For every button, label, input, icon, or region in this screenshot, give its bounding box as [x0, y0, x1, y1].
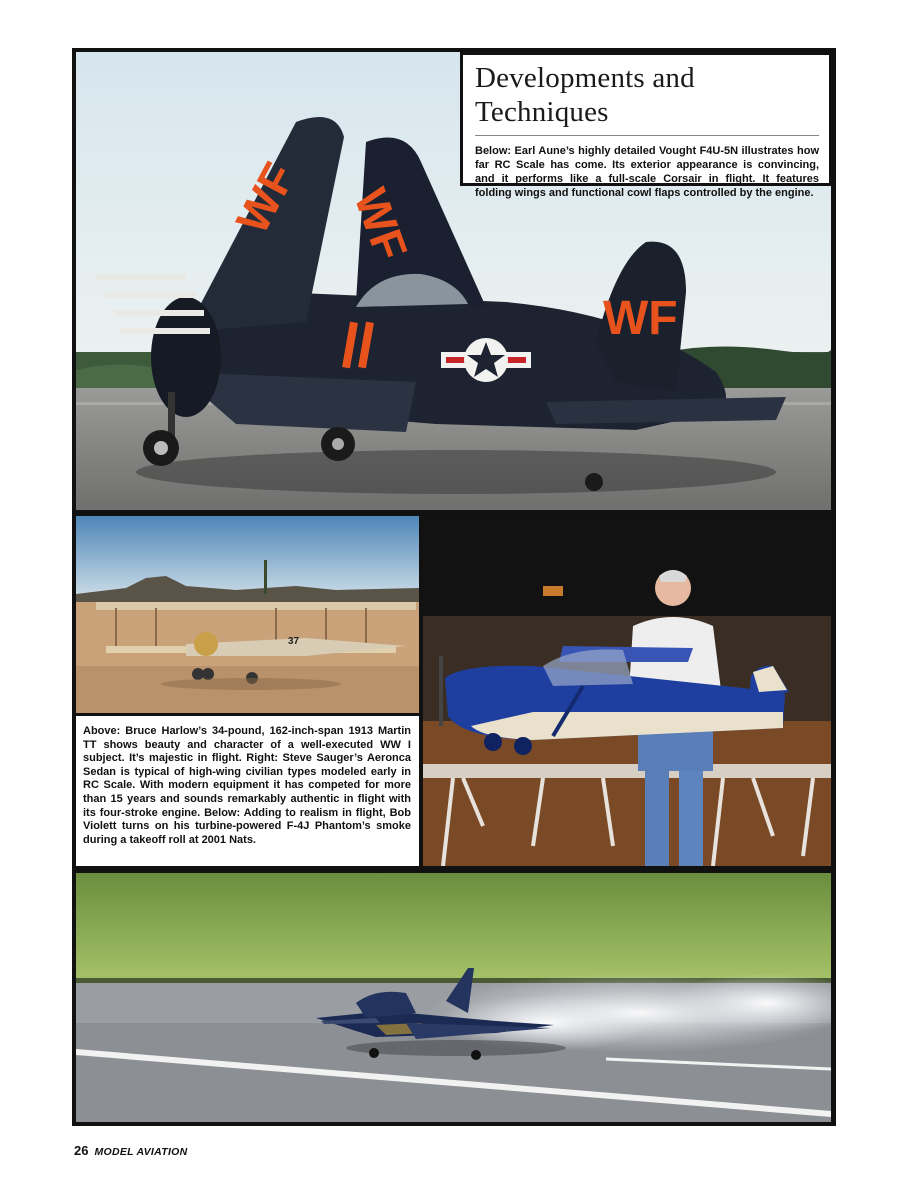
page-number: 26 — [74, 1143, 89, 1158]
corsair-wing-marking-left: WF — [225, 154, 306, 242]
magazine-name: MODEL AVIATION — [94, 1146, 188, 1158]
corsair-tail-marking: WF — [603, 292, 678, 345]
photo-caption-box — [76, 716, 419, 866]
aeronca-sedan-photo — [423, 516, 831, 866]
middle-caption: Above: Bruce Harlow’s 34-pound, 162-inch-span 1913 Martin TT shows beauty and character of a well-executed WW I subject. It’s majestic in flight. Right: Steve Sauger’s Aeronca Sedan is typical of high-wing civilian types modeled early in RC Scale. With modern equipment it has competed for more than 15 years and sounds remarkably authentic in flight with its four-stroke engine. Below: Adding to realism in flight, Bob Violett turns on his turbine-powered F-4J Phantom’s smoke during a takeoff roll at 2001 Nats. — [83, 725, 411, 846]
intro-caption: Below: Earl Aune’s highly detailed Vought F4U-5N illustrates how far RC Scale has come. Its exterior appearance is convincing, and it performs like a full-scale Corsair in flight. It features folding wings and functional cowl flaps controlled by the engine. — [475, 145, 819, 199]
page-folio — [74, 1143, 188, 1158]
martin-tt-number: 37 — [288, 636, 300, 647]
martin-tt-photo — [76, 516, 419, 713]
corsair-wing-marking-right: WF — [344, 181, 418, 267]
article-title: Developments and Techniques — [475, 61, 819, 136]
article-header-box — [460, 52, 832, 199]
phantom-photo — [76, 873, 831, 1122]
